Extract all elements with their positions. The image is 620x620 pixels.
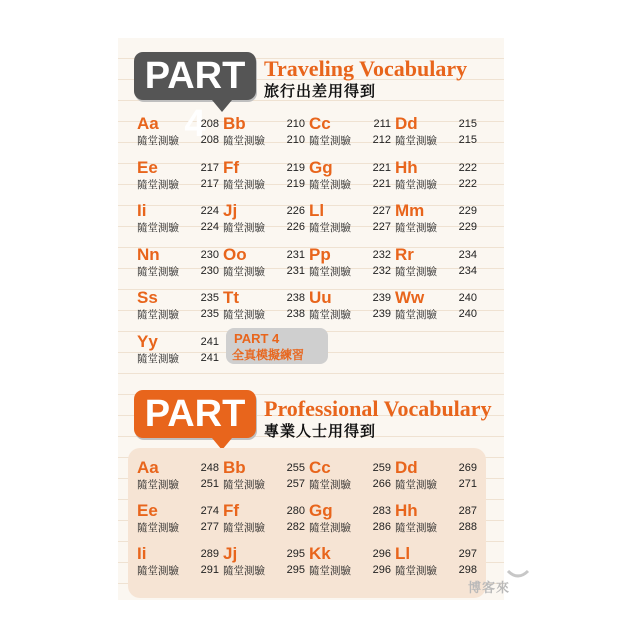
- page-number: 234: [458, 248, 477, 261]
- page-number: 255: [286, 462, 305, 474]
- letter-heading: Ee: [137, 157, 158, 177]
- quiz-label: 隨堂測驗: [137, 135, 179, 147]
- letter-heading: Rr: [395, 244, 414, 264]
- quiz-page-number: 291: [200, 564, 219, 576]
- letter-heading: Ll: [309, 201, 325, 220]
- quiz-label: 隨堂測驗: [309, 522, 351, 534]
- index-entry[interactable]: [137, 114, 227, 150]
- quiz-label: 隨堂測驗: [309, 135, 351, 147]
- quiz-page-number: 238: [286, 308, 305, 320]
- mock-exam-title: 全真模擬練習: [232, 348, 305, 362]
- quiz-page-number: 257: [286, 478, 305, 490]
- index-entry[interactable]: [309, 501, 399, 537]
- quiz-page-number: 222: [458, 177, 477, 190]
- quiz-page-number: 271: [458, 478, 477, 490]
- page-number: 296: [372, 548, 391, 560]
- quiz-label: 隨堂測驗: [223, 222, 265, 234]
- index-entry[interactable]: [137, 245, 227, 281]
- page-number: 259: [372, 462, 391, 474]
- page-number: 235: [200, 292, 219, 304]
- quiz-page-number: 229: [458, 221, 477, 233]
- letter-heading: Pp: [309, 244, 331, 264]
- quiz-page-number: 208: [200, 134, 219, 146]
- quiz-label: 隨堂測驗: [309, 309, 351, 321]
- letter-heading: Kk: [309, 544, 331, 563]
- quiz-page-number: 217: [200, 177, 219, 190]
- index-entry[interactable]: [395, 158, 485, 194]
- quiz-label: 隨堂測驗: [395, 565, 437, 577]
- index-entry[interactable]: [395, 501, 485, 537]
- quiz-label: 隨堂測驗: [223, 178, 265, 191]
- part4-title: Traveling Vocabulary: [264, 56, 468, 81]
- letter-heading: Jj: [223, 544, 238, 563]
- quiz-page-number: 231: [286, 264, 305, 277]
- quiz-page-number: 239: [372, 308, 391, 320]
- letter-heading: Ii: [137, 544, 147, 563]
- watermark-logo: [468, 565, 538, 607]
- quiz-label: 隨堂測驗: [395, 479, 437, 491]
- letter-heading: Aa: [137, 458, 159, 477]
- page-number: 274: [200, 505, 219, 517]
- index-entry[interactable]: [223, 288, 313, 324]
- letter-heading: Gg: [309, 501, 333, 520]
- quiz-page-number: 251: [200, 478, 219, 490]
- quiz-page-number: 224: [200, 221, 219, 233]
- page-number: 269: [458, 462, 477, 474]
- watermark-text: 博客來: [468, 581, 511, 596]
- letter-heading: Bb: [223, 114, 246, 133]
- page-number: 215: [458, 118, 477, 130]
- letter-heading: Ww: [395, 288, 425, 307]
- letter-heading: Ff: [223, 157, 240, 177]
- part4-badge-tail: [212, 100, 232, 112]
- letter-heading: Oo: [223, 244, 247, 264]
- quiz-label: 隨堂測驗: [309, 265, 351, 278]
- letter-heading: Hh: [395, 501, 418, 520]
- page-number: 217: [200, 161, 219, 174]
- quiz-page-number: 288: [458, 521, 477, 533]
- page-number: 289: [200, 548, 219, 560]
- page-number: 219: [286, 161, 305, 174]
- index-entry[interactable]: [223, 544, 313, 580]
- quiz-page-number: 235: [200, 308, 219, 320]
- letter-heading: Uu: [309, 288, 332, 307]
- quiz-page-number: 221: [372, 177, 391, 190]
- page-number: 231: [286, 248, 305, 261]
- letter-heading: Tt: [223, 288, 240, 307]
- part4-badge: PART 4: [134, 52, 256, 100]
- page-number: 226: [286, 205, 305, 217]
- index-entry[interactable]: [137, 332, 227, 368]
- index-entry[interactable]: [137, 201, 227, 237]
- page-number: 240: [458, 292, 477, 304]
- quiz-page-number: 212: [372, 134, 391, 146]
- letter-heading: Mm: [395, 201, 425, 220]
- part5-badge: PART: [134, 390, 256, 438]
- page-number: 283: [372, 505, 391, 517]
- quiz-page-number: 230: [200, 264, 219, 277]
- quiz-page-number: 215: [458, 134, 477, 146]
- letter-heading: Ff: [223, 501, 240, 520]
- letter-heading: Aa: [137, 114, 159, 133]
- page-number: 210: [286, 118, 305, 130]
- index-entry[interactable]: [309, 544, 399, 580]
- quiz-label: 隨堂測驗: [137, 222, 179, 234]
- page-number: 208: [200, 118, 219, 130]
- page-number: 241: [200, 335, 219, 348]
- letter-heading: Ii: [137, 201, 147, 220]
- quiz-label: 隨堂測驗: [309, 479, 351, 491]
- index-entry[interactable]: [137, 544, 227, 580]
- mock-exam-part-label: PART 4: [234, 331, 280, 346]
- letter-heading: Jj: [223, 201, 238, 220]
- index-entry[interactable]: [309, 201, 399, 237]
- index-entry[interactable]: [395, 245, 485, 281]
- index-entry[interactable]: [223, 201, 313, 237]
- quiz-label: 隨堂測驗: [395, 222, 437, 234]
- page-number: 229: [458, 205, 477, 217]
- page-number: 230: [200, 248, 219, 261]
- letter-heading: Cc: [309, 114, 331, 133]
- page-number: 227: [372, 205, 391, 217]
- index-entry[interactable]: [395, 288, 485, 324]
- index-entry[interactable]: [395, 114, 485, 150]
- index-entry[interactable]: [309, 158, 399, 194]
- index-entry[interactable]: [223, 114, 313, 150]
- index-entry[interactable]: [309, 245, 399, 281]
- part4-mock-exam-box[interactable]: [226, 328, 328, 364]
- page-number: 297: [458, 548, 477, 560]
- index-entry[interactable]: [395, 458, 485, 494]
- quiz-label: 隨堂測驗: [223, 309, 265, 321]
- quiz-label: 隨堂測驗: [395, 135, 437, 147]
- quiz-page-number: 295: [286, 564, 305, 576]
- quiz-label: 隨堂測驗: [223, 522, 265, 534]
- index-entry[interactable]: [395, 201, 485, 237]
- index-entry[interactable]: [223, 501, 313, 537]
- page-number: 239: [372, 292, 391, 304]
- quiz-page-number: 226: [286, 221, 305, 233]
- index-entry[interactable]: [223, 245, 313, 281]
- index-entry[interactable]: [309, 114, 399, 150]
- index-entry[interactable]: [309, 288, 399, 324]
- quiz-page-number: 277: [200, 521, 219, 533]
- letter-heading: Yy: [137, 331, 158, 351]
- page-number: 211: [373, 118, 391, 130]
- letter-heading: Bb: [223, 458, 246, 477]
- quiz-label: 隨堂測驗: [223, 265, 265, 278]
- quiz-page-number: 219: [286, 177, 305, 190]
- quiz-label: 隨堂測驗: [223, 135, 265, 147]
- quiz-page-number: 282: [286, 521, 305, 533]
- part5-subtitle: 專業人士用得到: [264, 422, 377, 440]
- page-number: 287: [458, 505, 477, 517]
- index-entry[interactable]: [137, 288, 227, 324]
- letter-heading: Ll: [395, 544, 411, 563]
- part4-subtitle: 旅行出差用得到: [264, 82, 377, 100]
- quiz-label: 隨堂測驗: [309, 178, 351, 191]
- letter-heading: Cc: [309, 458, 331, 477]
- quiz-page-number: 298: [458, 564, 477, 576]
- quiz-label: 隨堂測驗: [137, 265, 179, 278]
- quiz-label: 隨堂測驗: [137, 352, 179, 365]
- letter-heading: Hh: [395, 157, 418, 177]
- index-entry[interactable]: [137, 158, 227, 194]
- index-entry[interactable]: [137, 458, 227, 494]
- page-number: 232: [372, 248, 391, 261]
- page-number: 224: [200, 205, 219, 217]
- quiz-page-number: 241: [200, 351, 219, 364]
- letter-heading: Dd: [395, 114, 418, 133]
- quiz-page-number: 234: [458, 264, 477, 277]
- quiz-label: 隨堂測驗: [309, 222, 351, 234]
- quiz-label: 隨堂測驗: [137, 565, 179, 577]
- quiz-page-number: 240: [458, 308, 477, 320]
- letter-heading: Ee: [137, 501, 158, 520]
- quiz-label: 隨堂測驗: [137, 479, 179, 491]
- quiz-page-number: 232: [372, 264, 391, 277]
- page-number: 248: [200, 462, 219, 474]
- quiz-page-number: 266: [372, 478, 391, 490]
- index-entry[interactable]: [223, 158, 313, 194]
- page-number: 222: [458, 161, 477, 174]
- quiz-label: 隨堂測驗: [223, 479, 265, 491]
- quiz-label: 隨堂測驗: [137, 522, 179, 534]
- quiz-label: 隨堂測驗: [137, 309, 179, 321]
- part5-title: Professional Vocabulary: [264, 396, 492, 421]
- index-entry[interactable]: [137, 501, 227, 537]
- quiz-page-number: 286: [372, 521, 391, 533]
- quiz-label: 隨堂測驗: [395, 178, 437, 191]
- letter-heading: Nn: [137, 244, 160, 264]
- letter-heading: Ss: [137, 288, 158, 307]
- quiz-page-number: 210: [286, 134, 305, 146]
- quiz-page-number: 296: [372, 564, 391, 576]
- page-number: 280: [286, 505, 305, 517]
- index-entry[interactable]: [223, 458, 313, 494]
- index-entry[interactable]: [309, 458, 399, 494]
- page-number: 295: [286, 548, 305, 560]
- letter-heading: Dd: [395, 458, 418, 477]
- quiz-label: 隨堂測驗: [395, 522, 437, 534]
- quiz-label: 隨堂測驗: [395, 265, 437, 278]
- quiz-label: 隨堂測驗: [137, 178, 179, 191]
- letter-heading: Gg: [309, 157, 333, 177]
- quiz-label: 隨堂測驗: [223, 565, 265, 577]
- quiz-label: 隨堂測驗: [309, 565, 351, 577]
- page-number: 238: [286, 292, 305, 304]
- quiz-page-number: 227: [372, 221, 391, 233]
- quiz-label: 隨堂測驗: [395, 309, 437, 321]
- page-number: 221: [372, 161, 391, 174]
